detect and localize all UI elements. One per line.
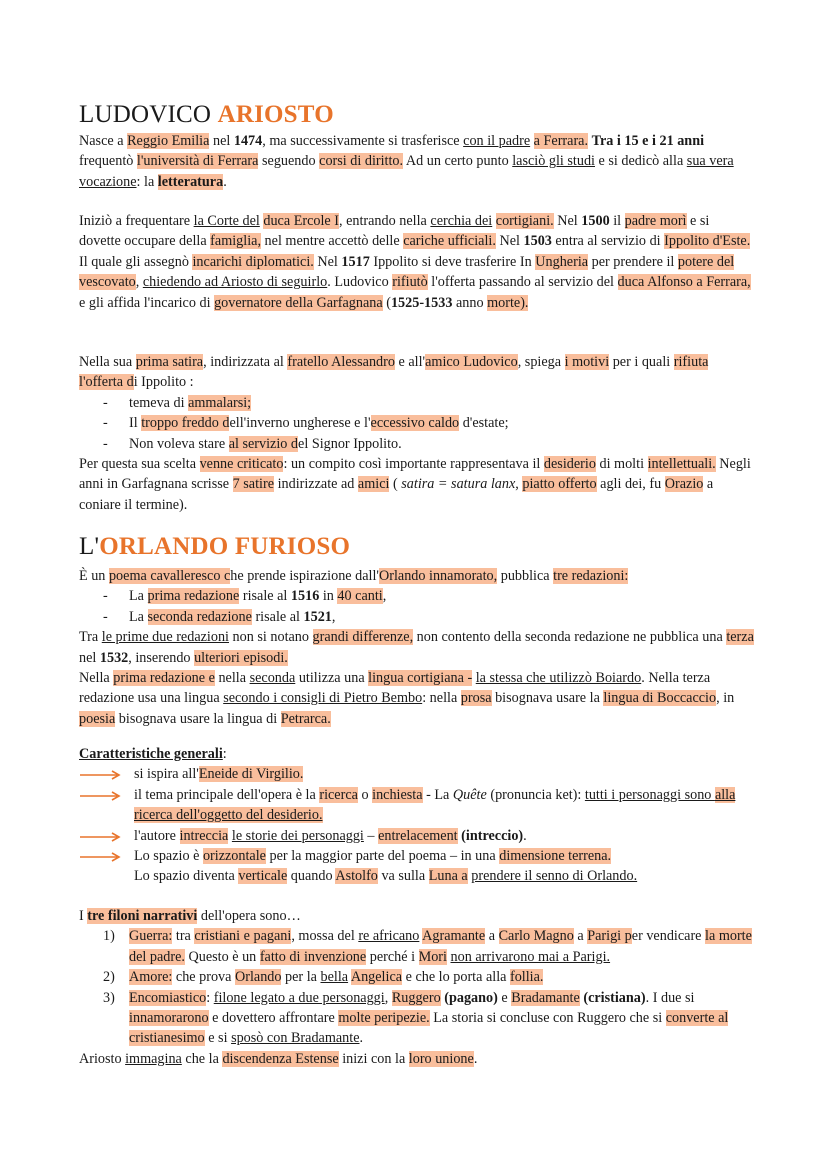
title-plain: L' bbox=[79, 533, 100, 560]
text: . bbox=[523, 827, 527, 844]
text: : bbox=[222, 746, 227, 762]
bold-text: (cristiana) bbox=[583, 989, 646, 1006]
dash-marker: - bbox=[103, 394, 108, 411]
highlight: 7 satire bbox=[232, 476, 275, 493]
highlight: Ungheria bbox=[535, 253, 589, 270]
text: (pronuncia ket): bbox=[486, 786, 585, 803]
numbered-item-text bbox=[129, 926, 754, 967]
dash-marker: - bbox=[103, 588, 108, 605]
text: a bbox=[485, 928, 499, 945]
highlight: loro unione bbox=[408, 1050, 474, 1067]
title-plain: LUDOVICO bbox=[79, 101, 218, 128]
text: La bbox=[129, 588, 148, 605]
text: Nella bbox=[79, 670, 114, 687]
text: dell'opera sono… bbox=[197, 908, 301, 924]
text: d'estate; bbox=[459, 415, 509, 432]
highlight: duca Ercole I bbox=[263, 213, 339, 229]
paragraph-court-career bbox=[79, 211, 754, 313]
underline: lasciò gli studi bbox=[512, 153, 595, 170]
text: e bbox=[497, 989, 512, 1006]
arrow-item bbox=[79, 785, 754, 826]
text: perché i bbox=[366, 948, 419, 965]
highlight: incarichi diplomatici. bbox=[192, 253, 314, 270]
text: il tema principale dell'opera è la bbox=[134, 786, 320, 803]
text: - La bbox=[422, 786, 453, 803]
underline: sposò con Bradamante bbox=[231, 1030, 360, 1047]
highlight: letteratura bbox=[157, 173, 224, 190]
numbered-item bbox=[103, 967, 754, 987]
highlight: ricerca bbox=[319, 786, 358, 803]
underline: tutti i personaggi sono bbox=[584, 786, 715, 803]
text: el Signor Ippolito. bbox=[298, 435, 402, 452]
text: Questo è un bbox=[184, 948, 260, 965]
highlight: morte). bbox=[487, 294, 529, 311]
bold-text: 1525-1533 bbox=[390, 294, 453, 311]
text: : nella bbox=[422, 690, 461, 707]
underline: chiedendo ad Ariosto di seguirlo bbox=[142, 274, 328, 291]
list-item-text bbox=[129, 607, 754, 627]
highlight: molte peripezie. bbox=[338, 1010, 430, 1027]
text: bisognava usare la lingua di bbox=[115, 710, 281, 727]
highlight: terza bbox=[726, 629, 754, 646]
arrow-item-text bbox=[134, 846, 754, 866]
underline: cerchia dei bbox=[430, 213, 493, 229]
title-accent: ORLANDO FURIOSO bbox=[99, 533, 351, 560]
text: ( bbox=[382, 294, 391, 311]
number-marker: 2) bbox=[103, 969, 115, 986]
list-item-text bbox=[129, 393, 754, 413]
numbered-item bbox=[103, 988, 754, 1049]
text: Per questa sua scelta bbox=[79, 456, 200, 473]
text: agli dei, fu bbox=[596, 476, 665, 493]
text: La storia si concluse con Ruggero che si bbox=[429, 1010, 666, 1027]
text: inizi con la bbox=[338, 1050, 409, 1067]
underline: le storie dei personaggi bbox=[231, 827, 364, 844]
highlight: Parigi p bbox=[587, 928, 632, 945]
text: bisognava usare la bbox=[491, 690, 604, 707]
text: risale al bbox=[251, 608, 304, 625]
text: Nel bbox=[313, 253, 342, 270]
underline: seconda bbox=[249, 670, 296, 687]
highlight: duca Alfonso a Ferrara, bbox=[617, 274, 751, 291]
text: l'offerta passando al servizio del bbox=[427, 274, 618, 291]
highlight: seconda redazione bbox=[147, 608, 252, 625]
dash-marker: - bbox=[103, 415, 108, 432]
highlight: desiderio bbox=[543, 456, 596, 473]
text: , inserendo bbox=[128, 649, 195, 666]
text: e gli affida l'incarico di bbox=[79, 294, 215, 311]
highlight: Orlando innamorato, bbox=[378, 568, 498, 584]
dash-marker: - bbox=[103, 608, 108, 625]
text: l'autore bbox=[134, 827, 180, 844]
highlight: prosa bbox=[460, 690, 492, 707]
highlight: discendenza Estense bbox=[222, 1050, 339, 1067]
text: quando bbox=[287, 868, 336, 885]
highlight: verticale bbox=[238, 868, 288, 885]
list-item bbox=[103, 393, 754, 413]
highlight: Bradamante bbox=[511, 989, 580, 1006]
text: non si notano bbox=[229, 629, 313, 646]
text: : un compito così importante rappresentava il bbox=[283, 456, 544, 473]
highlight: l'università di Ferrara bbox=[136, 153, 259, 170]
text: , bbox=[135, 274, 143, 291]
highlight: grandi differenze, bbox=[312, 629, 414, 646]
text: temeva di bbox=[129, 394, 189, 411]
highlight: potere del vescovato bbox=[79, 253, 735, 291]
highlight: piatto offerto bbox=[522, 476, 597, 493]
highlight: fratello Alessandro bbox=[287, 354, 395, 370]
list-item bbox=[103, 413, 754, 433]
text: Non voleva stare bbox=[129, 435, 229, 452]
highlight: Mori bbox=[418, 948, 447, 965]
highlight: Encomiastico bbox=[129, 989, 207, 1006]
paragraph-redactions bbox=[79, 566, 754, 729]
highlight: prima redazione bbox=[147, 588, 240, 605]
text: : la bbox=[136, 173, 158, 190]
arrow-item-text bbox=[134, 826, 754, 846]
highlight: al servizio d bbox=[228, 435, 299, 452]
highlight: Angelica bbox=[350, 969, 403, 986]
text: Nella sua bbox=[79, 354, 136, 370]
arrow-item bbox=[79, 846, 754, 866]
text: ( bbox=[389, 476, 402, 493]
text: , bbox=[331, 608, 336, 625]
list-item-text bbox=[129, 586, 754, 606]
text: Iniziò a frequentare bbox=[79, 213, 194, 229]
highlight: Orlando bbox=[234, 969, 282, 986]
text: non contento della seconda redazione ne pubblica una bbox=[413, 629, 727, 646]
dash-marker: - bbox=[103, 435, 108, 452]
underline: la Corte del bbox=[193, 213, 260, 229]
bold-text: 1517 bbox=[341, 253, 370, 270]
underline: non arrivarono mai a Parigi. bbox=[450, 948, 611, 965]
arrow-item-text bbox=[134, 785, 754, 826]
text: Nel bbox=[553, 213, 582, 229]
bold-text: 1500 bbox=[581, 213, 610, 229]
underline: con il padre bbox=[463, 133, 531, 149]
text: in bbox=[319, 588, 338, 605]
right-arrow-icon bbox=[79, 785, 134, 826]
arrow-item bbox=[79, 826, 754, 846]
text: . Ludovico bbox=[327, 274, 393, 291]
text: seguendo bbox=[258, 153, 320, 170]
text: e all' bbox=[394, 354, 426, 370]
highlight: famiglia, bbox=[210, 233, 261, 250]
highlight: ammalarsi; bbox=[188, 394, 252, 411]
highlight: innamorarono bbox=[129, 1010, 209, 1027]
bold-text: 1516 bbox=[290, 588, 320, 605]
language-paragraph bbox=[79, 668, 754, 729]
text: e che lo porta alla bbox=[402, 969, 510, 986]
text: il bbox=[609, 213, 625, 229]
text: – bbox=[363, 827, 379, 844]
text: Nel bbox=[495, 233, 524, 250]
text: , spiega bbox=[517, 354, 565, 370]
italic-text: Quête bbox=[452, 786, 487, 803]
right-arrow-icon bbox=[79, 826, 134, 846]
underline: secondo i consigli di Pietro Bembo bbox=[223, 690, 423, 707]
bold-text: (intreccio) bbox=[461, 827, 524, 844]
text: nella bbox=[214, 670, 250, 687]
highlight: ulteriori episodi. bbox=[194, 649, 288, 666]
text: È un bbox=[79, 568, 109, 584]
text: che la bbox=[181, 1050, 223, 1067]
text: I bbox=[79, 908, 88, 924]
text: Lo spazio è bbox=[134, 848, 203, 865]
text: , mossa del bbox=[291, 928, 359, 945]
highlight: Amore: bbox=[129, 969, 173, 986]
highlight: orizzontale bbox=[202, 848, 266, 865]
text: a coniare il termine). bbox=[79, 476, 714, 513]
text: e si dedicò alla bbox=[595, 153, 687, 170]
text: ell'inverno ungherese e l' bbox=[229, 415, 371, 432]
underline: immagina bbox=[125, 1050, 182, 1067]
highlight: padre morì bbox=[624, 213, 687, 229]
bold-text: 1474 bbox=[233, 133, 263, 149]
highlight: lingua di Boccaccio bbox=[603, 690, 717, 707]
numbered-item bbox=[103, 926, 754, 967]
highlight: prima satira bbox=[135, 354, 204, 370]
highlight: Luna a bbox=[428, 868, 468, 885]
bold-text: Tra i 15 e i 21 anni bbox=[591, 133, 705, 149]
text: Ippolito si deve trasferire In bbox=[369, 253, 536, 270]
text: Ad un certo punto bbox=[403, 153, 513, 170]
highlight: troppo freddo d bbox=[141, 415, 230, 432]
list-item bbox=[103, 586, 754, 606]
highlight: intellettuali. bbox=[647, 456, 716, 473]
highlight: Ippolito d'Este. bbox=[664, 233, 751, 250]
highlight: Ruggero bbox=[391, 989, 441, 1006]
text: anno bbox=[452, 294, 488, 311]
text: pubblica bbox=[497, 568, 554, 584]
text: , ma successivamente si trasferisce bbox=[262, 133, 464, 149]
redactions-continuation bbox=[79, 627, 754, 668]
text: a bbox=[573, 928, 588, 945]
features-heading bbox=[79, 744, 754, 764]
text: , bbox=[384, 989, 392, 1006]
text: tra bbox=[172, 928, 195, 945]
text: e dovettero affrontare bbox=[208, 1010, 339, 1027]
underline: bella bbox=[320, 969, 349, 986]
text: , in bbox=[716, 690, 735, 707]
bold-text: (pagano) bbox=[444, 989, 498, 1006]
text: i Ippolito : bbox=[133, 374, 194, 391]
text: . bbox=[359, 1030, 364, 1047]
highlight: inchiesta bbox=[372, 786, 423, 803]
text: Ariosto bbox=[79, 1050, 126, 1067]
right-arrow-icon bbox=[79, 764, 134, 784]
text: Il bbox=[129, 415, 142, 432]
highlight: Reggio Emilia bbox=[127, 133, 210, 149]
highlight: rifiuta l'offerta d bbox=[79, 354, 709, 391]
text: , indirizzata al bbox=[203, 354, 288, 370]
threads-intro bbox=[79, 906, 754, 926]
underline: le prime due redazioni bbox=[101, 629, 229, 646]
text: risale al bbox=[239, 588, 291, 605]
highlight: poema cavalleresco c bbox=[108, 568, 231, 584]
text: e si dovette occupare della bbox=[79, 213, 710, 250]
highlight: 40 canti bbox=[337, 588, 383, 605]
highlight: converte al cristianesimo bbox=[129, 1010, 729, 1047]
text: he prende ispirazione dall' bbox=[230, 568, 379, 584]
text: nel bbox=[209, 133, 234, 149]
highlight: cariche ufficiali. bbox=[403, 233, 496, 250]
text: e si bbox=[204, 1030, 232, 1047]
text: o bbox=[357, 786, 373, 803]
text: entra al servizio di bbox=[551, 233, 665, 250]
highlight: tre redazioni: bbox=[553, 568, 629, 584]
highlight: Agramante bbox=[422, 928, 486, 945]
text: . bbox=[223, 173, 227, 190]
text: va sulla bbox=[377, 868, 429, 885]
text: nel bbox=[79, 649, 100, 666]
underline: filone legato a due personaggi bbox=[213, 989, 385, 1006]
text: . Nella terza redazione usa una lingua bbox=[79, 670, 711, 707]
underline: prendere il senno di Orlando. bbox=[471, 868, 638, 885]
highlight: lingua cortigiana - bbox=[368, 670, 473, 687]
highlight: venne criticato bbox=[199, 456, 284, 473]
text: . bbox=[473, 1050, 478, 1067]
list-item-text bbox=[129, 413, 754, 433]
highlight: amici bbox=[357, 476, 390, 493]
text: per la maggior parte del poema – in una bbox=[265, 848, 500, 865]
bold-text: 1532 bbox=[99, 649, 129, 666]
highlight: Petrarca. bbox=[280, 710, 331, 727]
highlight: follia. bbox=[509, 969, 544, 986]
highlight: fatto di invenzione bbox=[259, 948, 367, 965]
numbered-item-text bbox=[129, 988, 754, 1049]
text: utilizza una bbox=[295, 670, 369, 687]
text: Tra bbox=[79, 629, 102, 646]
paragraph-biography-birth bbox=[79, 131, 754, 192]
highlight: prima redazione e bbox=[113, 670, 215, 687]
text: che prova bbox=[172, 969, 235, 986]
paragraph-general-features bbox=[79, 744, 754, 887]
satire-consequence bbox=[79, 454, 754, 515]
highlight: corsi di diritto. bbox=[319, 153, 404, 170]
text: Lo spazio diventa bbox=[134, 868, 239, 885]
text: , bbox=[382, 588, 387, 605]
bold-text: 1503 bbox=[523, 233, 552, 250]
highlight: Guerra: bbox=[129, 928, 173, 945]
satire-intro bbox=[79, 352, 754, 393]
numbered-item-text bbox=[129, 967, 754, 987]
highlight: intreccia bbox=[179, 827, 229, 844]
highlight: tre filoni narrativi bbox=[87, 908, 198, 924]
list-item bbox=[103, 434, 754, 454]
spacer bbox=[79, 866, 134, 886]
highlight: Orazio bbox=[664, 476, 704, 493]
text: per la bbox=[281, 969, 321, 986]
heading-text: Caratteristiche generali bbox=[79, 746, 223, 762]
text: Nasce a bbox=[79, 133, 128, 149]
highlight: amico Ludovico bbox=[425, 354, 518, 370]
arrow-item bbox=[79, 764, 754, 784]
highlight: entrelacement bbox=[378, 827, 458, 844]
text: indirizzate ad bbox=[274, 476, 358, 493]
closing-line bbox=[79, 1049, 754, 1069]
list-item bbox=[103, 607, 754, 627]
text: per prendere il bbox=[588, 253, 678, 270]
title-ludovico-ariosto bbox=[79, 100, 334, 130]
highlight: cristiani e pagani bbox=[194, 928, 292, 945]
text: Il quale gli assegnò bbox=[79, 253, 193, 270]
list-item-text bbox=[129, 434, 754, 454]
highlight: Astolfo bbox=[335, 868, 378, 885]
text: : bbox=[206, 989, 214, 1006]
text: La bbox=[129, 608, 148, 625]
italic-text: satira = satura lanx bbox=[401, 476, 516, 493]
highlight: i motivi bbox=[564, 354, 610, 370]
highlight: rifiutò bbox=[392, 274, 428, 291]
underline: la stessa che utilizzò Boiardo bbox=[475, 670, 642, 687]
text: . I due si bbox=[645, 989, 695, 1006]
highlight: dimensione terrena. bbox=[499, 848, 612, 865]
text: , entrando nella bbox=[338, 213, 431, 229]
number-marker: 3) bbox=[103, 989, 115, 1006]
text: , bbox=[515, 476, 523, 493]
number-marker: 1) bbox=[103, 928, 115, 945]
title-accent: ARIOSTO bbox=[217, 101, 334, 128]
highlight: governatore della Garfagnana bbox=[214, 294, 383, 311]
arrow-item-text bbox=[134, 764, 754, 784]
text: er vendicare bbox=[631, 928, 706, 945]
highlight: a Ferrara. bbox=[533, 133, 589, 149]
text: per i quali bbox=[609, 354, 674, 370]
arrow-item-continuation bbox=[79, 866, 754, 886]
highlight: poesia bbox=[79, 710, 116, 727]
text: frequentò bbox=[79, 153, 137, 170]
text: di molti bbox=[595, 456, 648, 473]
text: Negli anni in Garfagnana scrisse bbox=[79, 456, 751, 493]
arrow-item-text bbox=[134, 866, 754, 886]
highlight: Eneide di Virgilio. bbox=[198, 766, 304, 783]
highlight: la morte del padre. bbox=[129, 928, 752, 965]
paragraph-first-satire bbox=[79, 352, 754, 515]
text: si ispira all' bbox=[134, 766, 199, 783]
underline: re africano bbox=[358, 928, 420, 945]
highlight: eccessivo caldo bbox=[370, 415, 460, 432]
text: nel mentre accettò delle bbox=[261, 233, 404, 250]
highlight: cortigiani. bbox=[495, 213, 554, 229]
right-arrow-icon bbox=[79, 846, 134, 866]
redactions-intro bbox=[79, 566, 754, 586]
highlight: alla ricerca dell'oggetto del desiderio. bbox=[134, 786, 736, 824]
paragraph-narrative-threads bbox=[79, 906, 754, 1069]
highlight: Carlo Magno bbox=[498, 928, 574, 945]
bold-text: 1521 bbox=[303, 608, 332, 625]
title-orlando-furioso bbox=[79, 532, 350, 562]
underline: sua vera vocazione bbox=[79, 153, 734, 190]
